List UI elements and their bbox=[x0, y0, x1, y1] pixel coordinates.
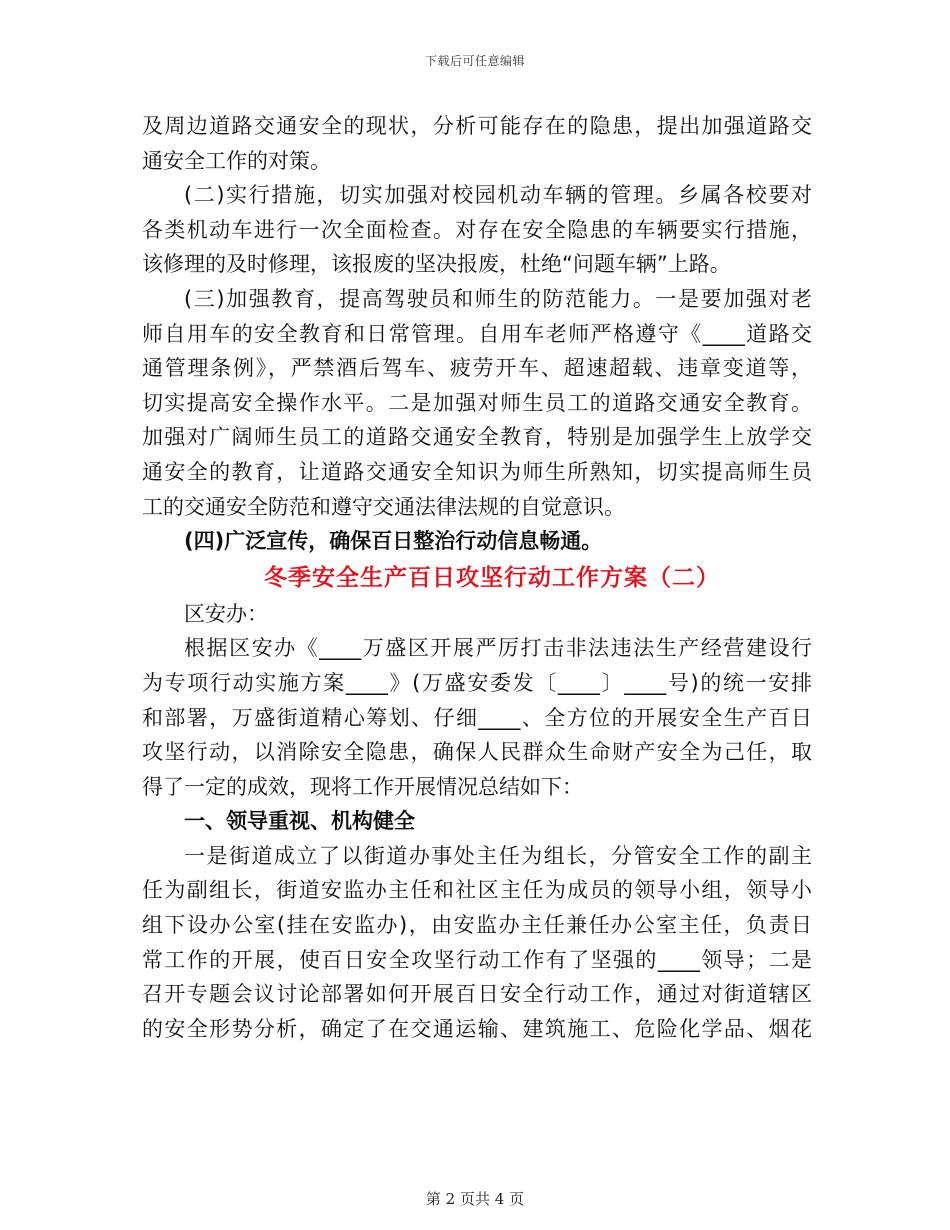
body-line: 通管理条例》，严禁酒后驾车、疲劳开车、超速超载、违章变道等， bbox=[142, 356, 812, 381]
body-line: 根据区安办《____万盛区开展严厉打击非法违法生产经营建设行 bbox=[184, 636, 812, 661]
body-line: 组下设办公室(挂在安监办)，由安监办主任兼任办公室主任，负责日 bbox=[142, 913, 812, 938]
body-line: 的安全形势分析，确定了在交通运输、建筑施工、危险化学品、烟花 bbox=[142, 1016, 812, 1041]
body-line: 各类机动车进行一次全面检查。对存在安全隐患的车辆要实行措施， bbox=[142, 217, 812, 242]
body-line: 任为副组长，街道安监办主任和社区主任为成员的领导小组，领导小 bbox=[142, 878, 812, 903]
body-line: (二)实行措施，切实加强对校园机动车辆的管理。乡属各校要对 bbox=[184, 183, 812, 208]
body-line: 及周边道路交通安全的现状，分析可能存在的隐患，提出加强道路交 bbox=[142, 114, 812, 138]
document-body bbox=[142, 109, 812, 1046]
addressee: 区安办： bbox=[184, 601, 268, 626]
section-heading: 一、领导重视、机构健全 bbox=[184, 809, 415, 834]
body-line: 常工作的开展，使百日安全攻坚行动工作有了坚强的____领导；二是 bbox=[142, 947, 812, 972]
body-line: (三)加强教育，提高驾驶员和师生的防范能力。一是要加强对老 bbox=[184, 286, 812, 311]
body-line: 通安全的教育，让道路交通安全知识为师生所熟知，切实提高师生员 bbox=[142, 459, 812, 484]
document-title: 冬季安全生产百日攻坚行动工作方案（二） bbox=[264, 564, 720, 591]
body-line: 切实提高安全操作水平。二是加强对师生员工的道路交通安全教育。 bbox=[142, 390, 812, 415]
body-line: 召开专题会议讨论部署如何开展百日安全行动工作，通过对街道辖区 bbox=[142, 982, 812, 1007]
body-line: 攻坚行动，以消除安全隐患，确保人民群众生命财产安全为己任，取 bbox=[142, 740, 812, 765]
body-line: 工的交通安全防范和遵守交通法律法规的自觉意识。 bbox=[142, 494, 625, 519]
body-line: 加强对广阔师生员工的道路交通安全教育，特别是加强学生上放学交 bbox=[142, 425, 812, 450]
body-line: 和部署，万盛街道精心筹划、仔细____、全方位的开展安全生产百日 bbox=[142, 705, 812, 730]
body-line: 通安全工作的对策。 bbox=[142, 148, 331, 173]
section-heading: (四)广泛宣传，确保百日整治行动信息畅通。 bbox=[184, 529, 603, 554]
body-line: 得了一定的成效，现将工作开展情况总结如下： bbox=[142, 774, 583, 799]
body-line: 师自用车的安全教育和日常管理。自用车老师严格遵守《____道路交 bbox=[142, 321, 812, 346]
body-line: 为专项行动实施方案____》(万盛安委发〔____〕____号)的统一安排 bbox=[142, 670, 812, 695]
body-line: 一是街道成立了以街道办事处主任为组长，分管安全工作的副主 bbox=[184, 843, 812, 868]
page-footer: 第 2 页共 4 页 bbox=[425, 1190, 525, 1208]
body-line: 该修理的及时修理，该报废的坚决报废，杜绝“问题车辆”上路。 bbox=[142, 252, 731, 277]
page-header: 下载后可任意编辑 bbox=[424, 54, 525, 68]
